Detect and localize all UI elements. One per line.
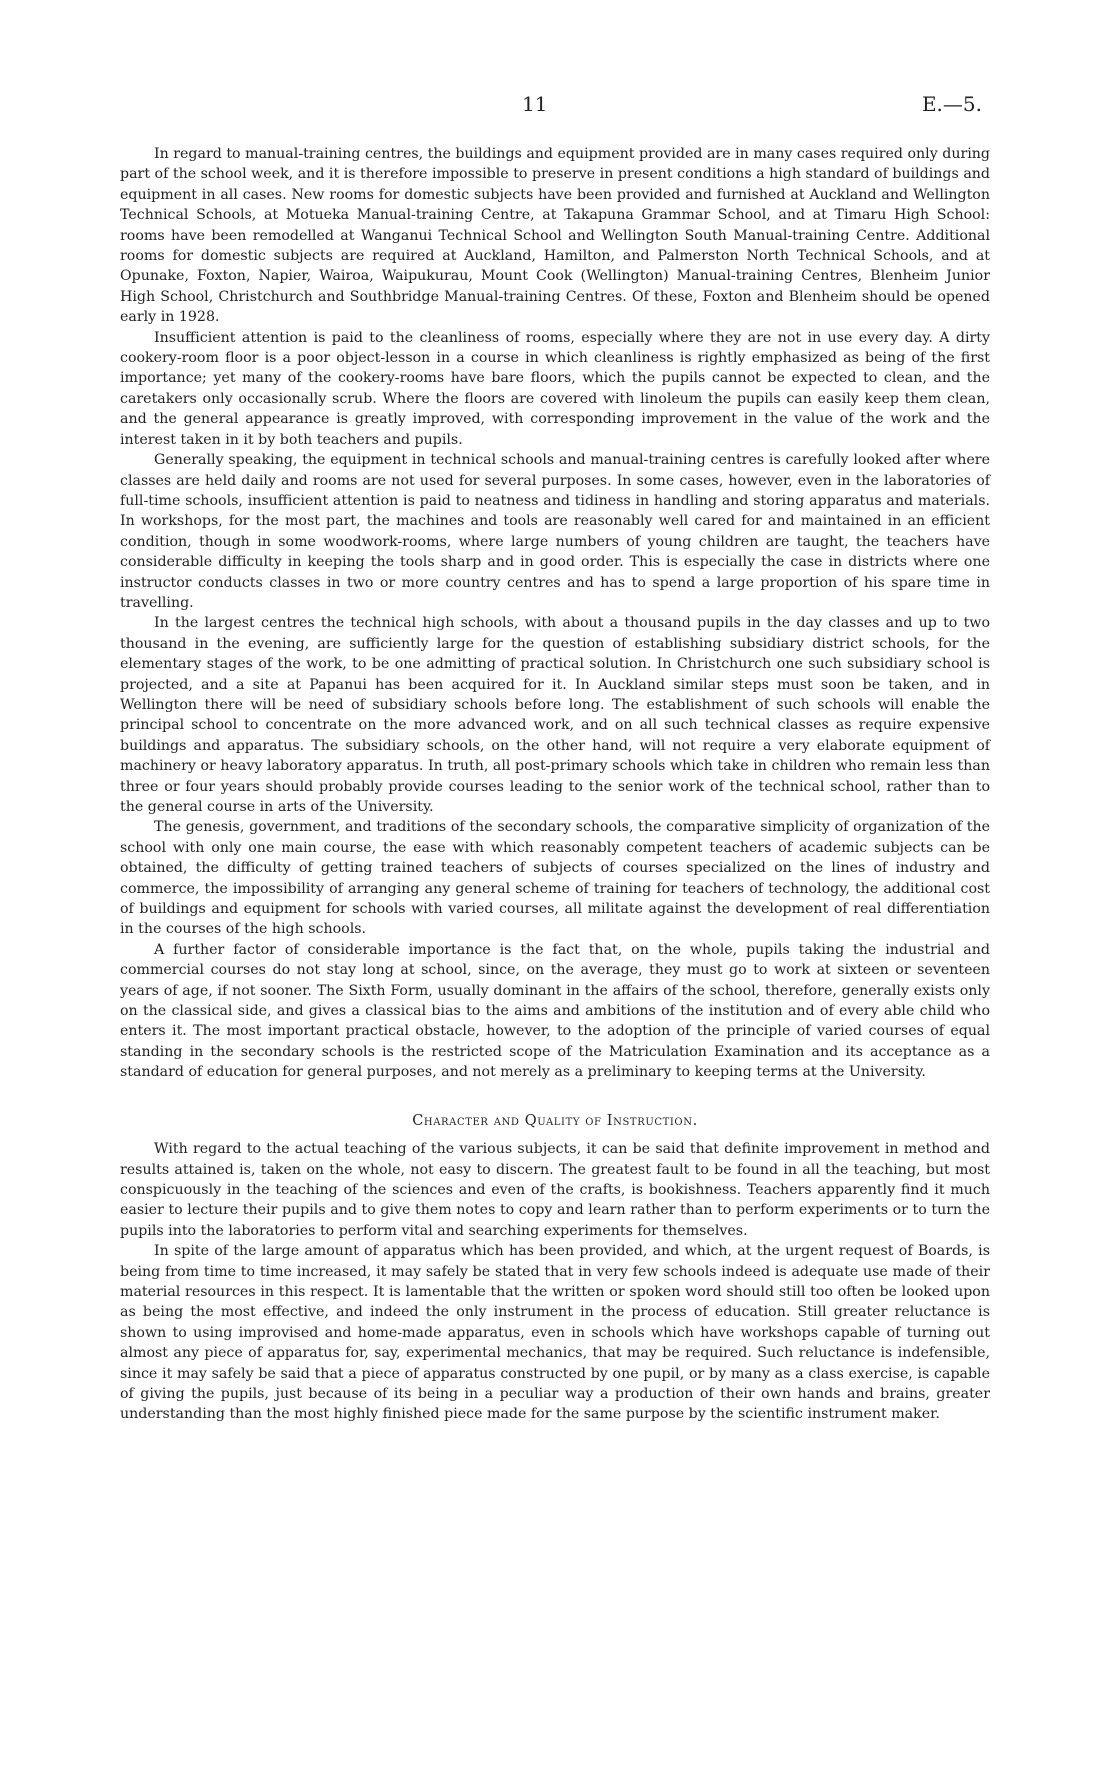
paragraph-apparatus: In spite of the large amount of apparatus which has been provided, and which, at the urgent request of Boards, is being from time to time increased, it may safely be stated that in very few schools indeed is adequate use made of their material resources in this respect. It is lamentable that the written or spoken word should still too often be looked upon as being the most effective, and indeed the only instrument in the process of education. Still greater reluctance is shown to using improvised and home-made apparatus, even in schools which have workshops capable of turning out almost any piece of apparatus for, say, experimental mechanics, that may be required. Such reluctance is indefensible, since it may safely be said that a piece of apparatus constructed by one pupil, or by many as a class exercise, is capable of giving the pupils, just because of its being in a peculiar way a production of their own hands and brains, greater understanding than the most highly finished piece made for the same purpose by the scientific instrument maker. (120, 1243, 990, 1423)
paragraph-secondary-schools: The genesis, government, and traditions of the secondary schools, the comparative simplicity of organization of the school with only one main course, the ease with which reasonably competent teachers of academic subjects can be obtained, the difficulty of getting trained teachers of subjects of courses specialized on the lines of industry and commerce, the impossibility of arranging any general scheme of training for teachers of technology, the additional cost of buildings and equipment for schools with varied courses, all militate against the development of real differentiation in the courses of the high schools. (120, 819, 990, 938)
paragraph-manual-training-centres: In regard to manual-training centres, the buildings and equipment provided are in many cases required only during part of the school week, and it is therefore impossible to preserve in present conditions a high standard of buildings and equipment in all cases. New rooms for domestic subjects have been provided and furnished at Auckland and Wellington Technical Schools, at Motueka Manual-training Centre, at Takapuna Grammar School, and at Timaru High School: rooms have been remodelled at Wanganui Technical School and Wellington South Manual-training Centre. Additional rooms for domestic subjects are required at Auckland, Hamilton, and Palmerston North Technical Schools, and at Opunake, Foxton, Napier, Wairoa, Waipukurau, Mount Cook (Wellington) Manual-training Centres, Blenheim Junior High School, Christchurch and Southbridge Manual-training Centres. Of these, Foxton and Blenheim should be opened early in 1928. (120, 146, 990, 326)
paragraph-subsidiary-schools: In the largest centres the technical high schools, with about a thousand pupils in the day classes and up to two thousand in the evening, are sufficiently large for the question of establishing subsidiary district schools, for the elementary stages of the work, to be one admitting of practical solution. In Christchurch one such subsidiary school is projected, and a site at Papanui has been acquired for it. In Auckland similar steps must soon be taken, and in Wellington there will be need of subsidiary schools before long. The establishment of such schools will enable the principal school to concentrate on the more advanced work, and on all such technical classes as require expensive buildings and apparatus. The subsidiary schools, on the other hand, will not require a very elaborate equipment of machinery or heavy laboratory apparatus. In truth, all post-primary schools which take in children who remain less than three or four years should probably provide courses leading to the senior work of the technical school, rather than to the general course in arts of the University. (120, 615, 990, 815)
paragraph-equipment-care: Generally speaking, the equipment in technical schools and manual-training centres is carefully looked after where classes are held daily and rooms are not used for several purposes. In some cases, however, even in the laboratories of full-time schools, insufficient attention is paid to neatness and tidiness in handling and storing apparatus and materials. In workshops, for the most part, the machines and tools are reasonably well cared for and maintained in an efficient condition, though in some woodwork-rooms, where large numbers of young children are taught, the teachers have considerable difficulty in keeping the tools sharp and in good order. This is especially the case in districts where one instructor conducts classes in two or more country centres and has to spend a large proportion of his spare time in travelling. (120, 452, 990, 611)
document-reference: E.—5. (921, 92, 982, 116)
paragraph-actual-teaching: With regard to the actual teaching of the various subjects, it can be said that definite improvement in method and results attained is, taken on the whole, not easy to discern. The greatest fault to be found in all the teaching, but most conspicuously in the teaching of the sciences and even of the crafts, is bookishness. Teachers apparently find it much easier to lecture their pupils and to give them notes to copy and learn rather than to perform experiments or to turn the pupils into the laboratories to perform vital and searching experiments for themselves. (120, 1141, 990, 1239)
paragraph-further-factor: A further factor of considerable importance is the fact that, on the whole, pupils taking the industrial and commercial courses do not stay long at school, since, on the average, they must go to work at sixteen or seventeen years of age, if not sooner. The Sixth Form, usually dominant in the affairs of the school, therefore, generally exists only on the classical side, and gives a classical bias to the aims and ambitions of the institution and of every able child who enters it. The most important practical obstacle, however, to the adoption of the principle of varied courses of equal standing in the secondary schools is the restricted scope of the Matriculation Examination and its acceptance as a standard of education for general purposes, and not merely as a preliminary to keeping terms at the University. (120, 941, 990, 1081)
section-heading: Character and Quality of Instruction. (412, 1112, 698, 1129)
document-body (120, 144, 990, 1425)
paragraph-cleanliness: Insufficient attention is paid to the cleanliness of rooms, especially where they are not in use every day. A dirty cookery-room floor is a poor object-lesson in a course in which cleanliness is rightly emphasized as being of the first importance; yet many of the cookery-rooms have bare floors, which the pupils cannot be expected to clean, and the caretakers only occasionally scrub. Where the floors are covered with linoleum the pupils can easily keep them clean, and the general appearance is greatly improved, with corresponding improvement in the value of the work and the interest taken in it by both teachers and pupils. (120, 329, 990, 448)
page-header (0, 92, 1114, 122)
page-number: 11 (522, 92, 548, 116)
